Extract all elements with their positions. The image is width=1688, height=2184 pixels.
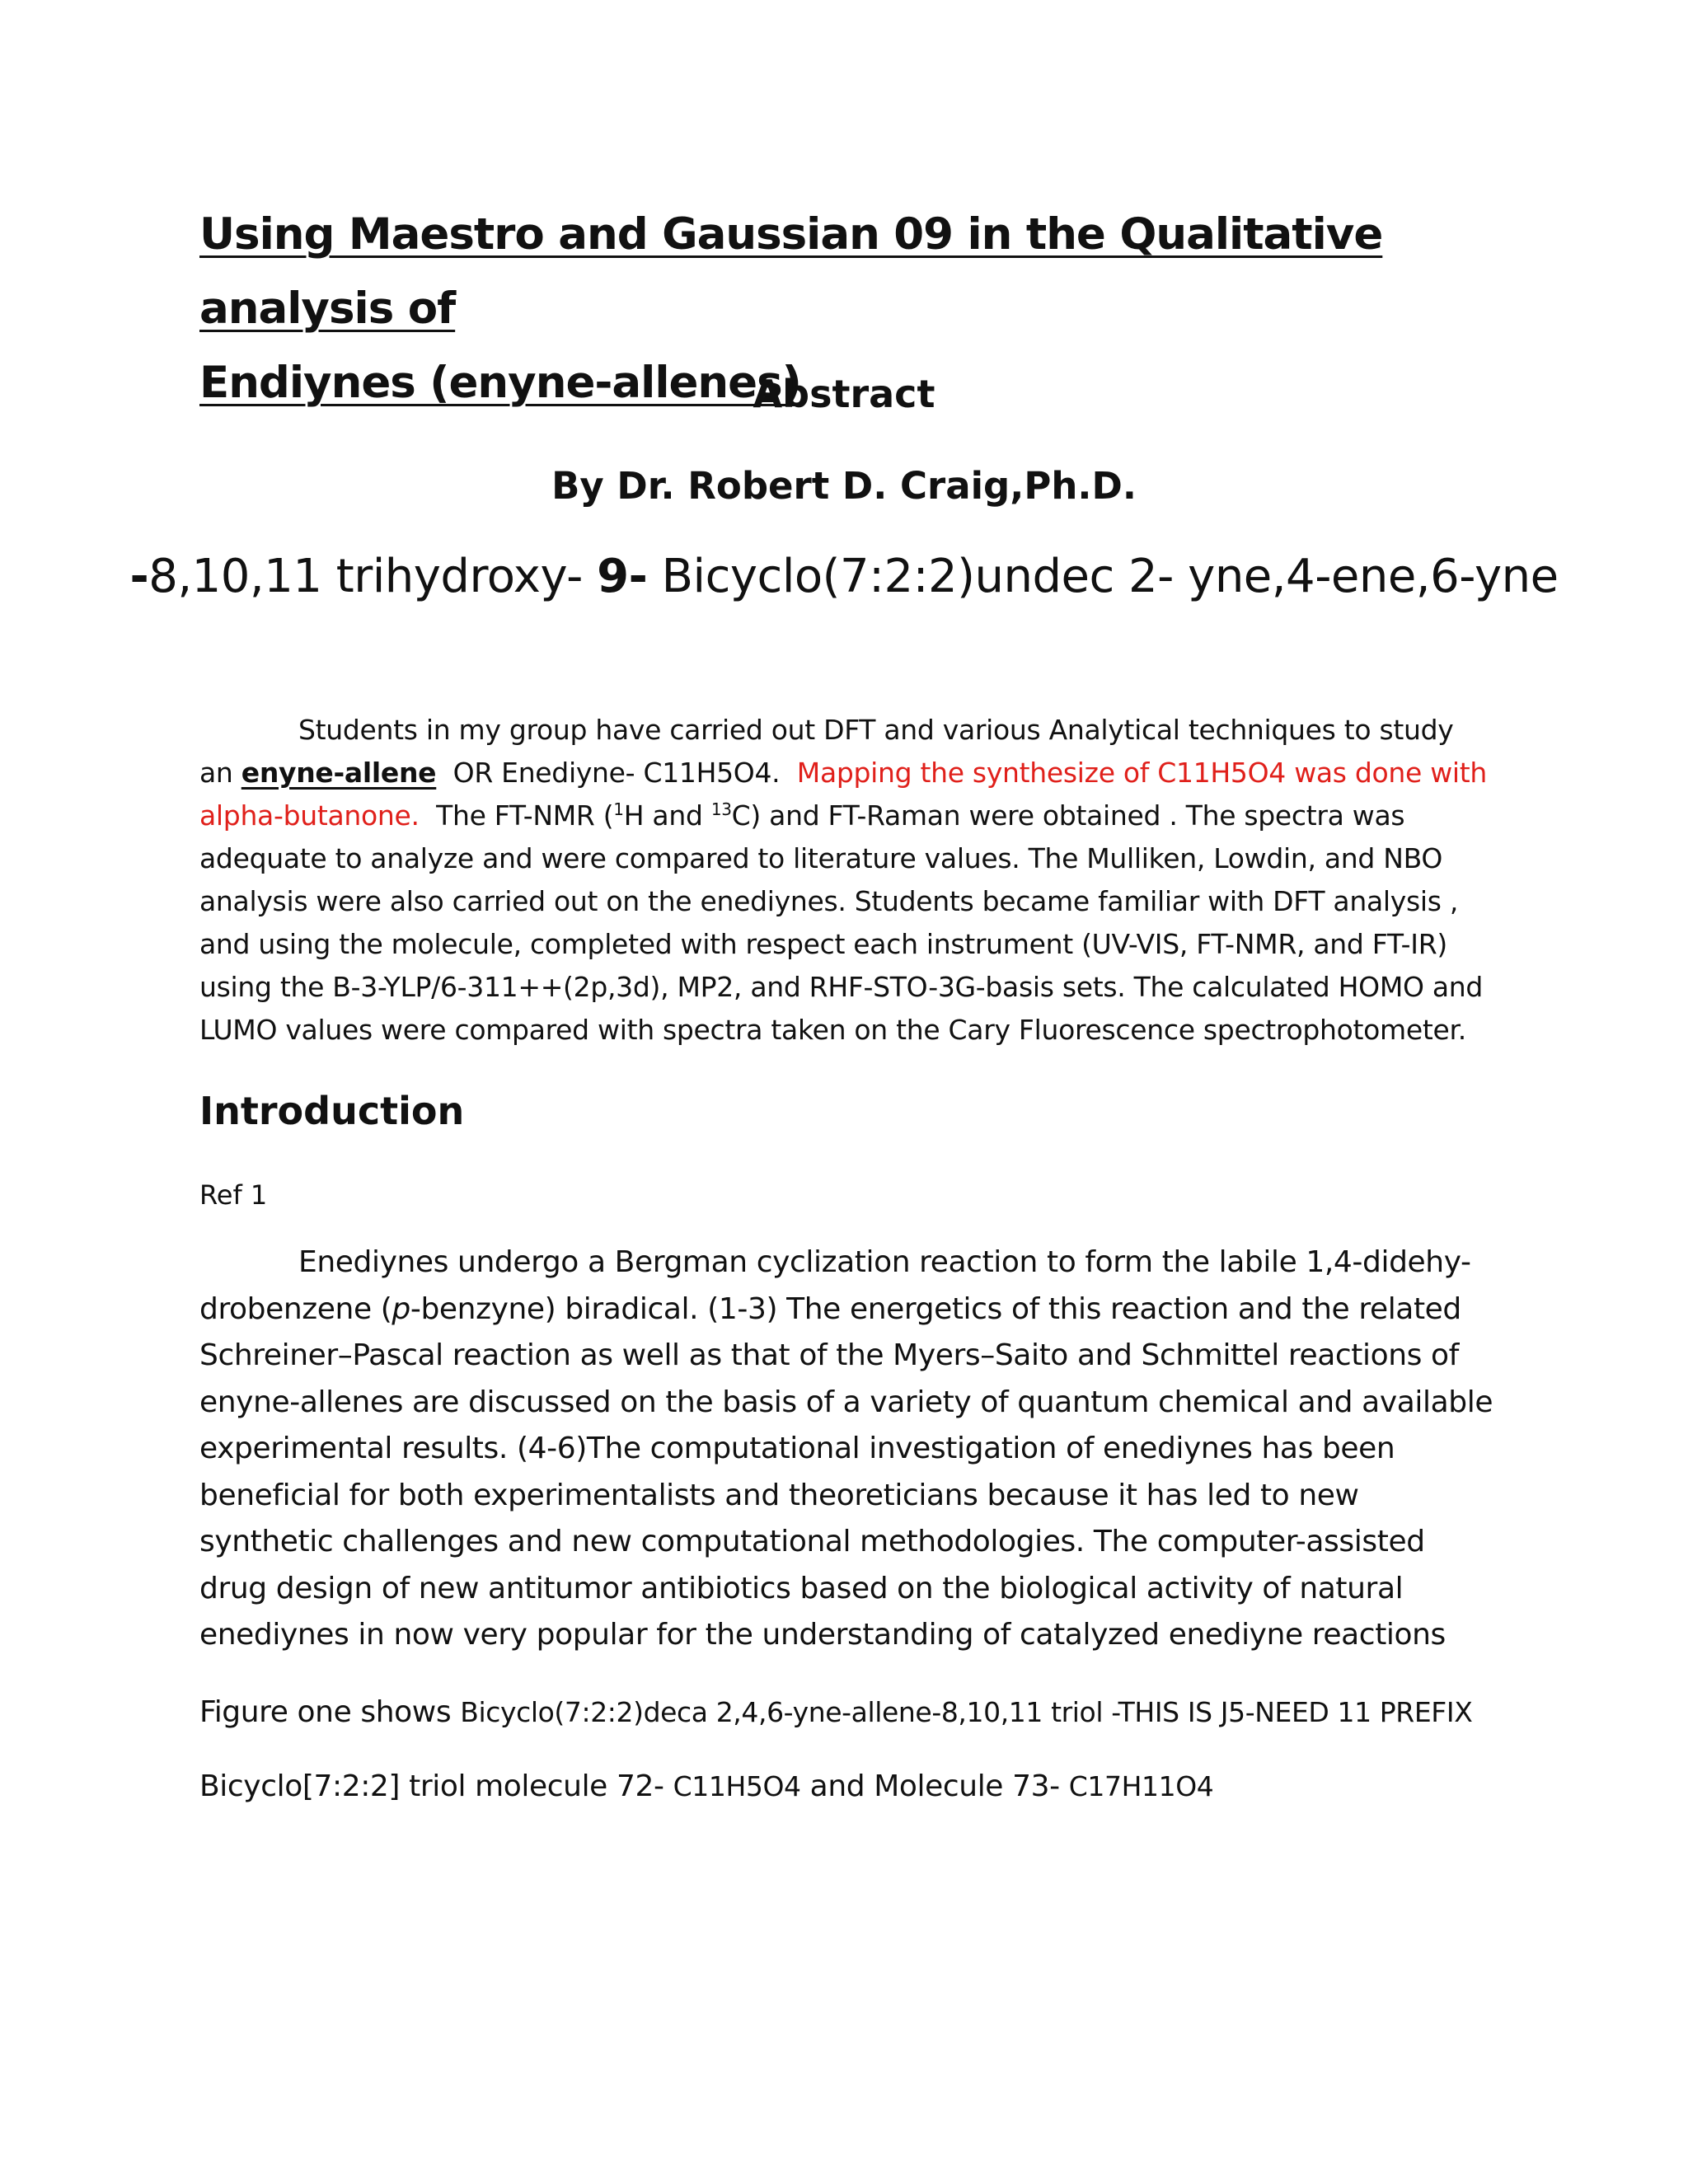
reference-label: Ref 1	[199, 1179, 268, 1211]
intro-text-1: Enediynes undergo a Bergman cyclization reaction to form the labile 1,4-didehy-drobenzene (	[199, 1245, 1471, 1326]
compound-part-2: 8,10,11 trihydroxy-	[148, 550, 598, 603]
figure-caption-line	[199, 1690, 1472, 1736]
molecule-b: molecule 72-	[475, 1769, 673, 1803]
abstract-text-7: C) and FT-Raman were obtained . The spectra was adequate to analyze and were compared to literature values. The Mulliken, Lowdin, and NBO analysis were also carried out on the enediynes. Students became familiar with DFT analysis , and using the molecule, completed with respect each instrument (UV-VIS, FT-NMR, and FT-IR) using the B-3-YLP/6-311++(2p,3d), MP2, and RHF-STO-3G-basis sets. The calculated HOMO and LUMO values were compared with spectra taken on the Cary Fluorescence spectrophotometer.	[199, 799, 1484, 1046]
intro-italic-p: p	[392, 1291, 410, 1326]
abstract-heading: Abstract	[753, 372, 935, 416]
abstract-text-1: Students in my group have carried out DFT and various Analytical techniques to study an	[199, 714, 1454, 789]
abstract-text-6: H and	[623, 799, 711, 832]
introduction-paragraph	[199, 1240, 1498, 1659]
intro-text-2: -benzyne) biradical. (1-3) The energetics of this reaction and the related Schreiner–Pascal reaction as well as that of the Myers–Saito and Schmittel reactions of enyne-allenes are discussed on the basis of a variety of quantum chemical and available experimental results. (4-6)The computational investigation of enediynes has been beneficial for both experimentalists and theoreticians because it has led to new synthetic challenges and new computational methodologies. The computer-assisted drug design of new antitumor antibiotics based on the biological activity of natural enediynes in now very popular for the understanding of catalyzed enediyne reactions	[199, 1291, 1493, 1652]
abstract-keyword: enyne-allene	[241, 757, 437, 789]
superscript-1: 1	[613, 799, 624, 819]
compound-part-4: Bicyclo(7:2:2)undec 2- yne,4-ene,6-yne	[647, 550, 1559, 603]
abstract-text-5: The FT-NMR (	[419, 799, 614, 832]
figure-rest: Bicyclo(7:2:2)deca 2,4,6-yne-allene-8,10,11 triol -THIS IS J5-NEED 11 PREFIX	[460, 1696, 1473, 1728]
compound-locant: 9-	[597, 550, 648, 603]
superscript-13: 13	[710, 799, 732, 819]
title-line-1: Using Maestro and Gaussian 09 in the Qualitative analysis of	[199, 209, 1383, 334]
author-line: By Dr. Robert D. Craig,Ph.D.	[551, 464, 1137, 508]
abstract-text-3: OR Enediyne- C11H5O4.	[436, 757, 797, 789]
introduction-heading: Introduction	[199, 1089, 465, 1133]
molecule-d: and Molecule 73-	[800, 1769, 1069, 1803]
molecule-formula-2: C17H11O4	[1068, 1770, 1214, 1802]
abstract-paragraph	[199, 709, 1493, 1052]
compound-name	[0, 547, 1688, 607]
molecule-formula-1: C11H5O4	[673, 1770, 801, 1802]
title-line-2: Endiynes (enyne-allenes)	[199, 358, 801, 408]
compound-prefix: -	[129, 550, 149, 603]
molecule-line	[199, 1764, 1213, 1810]
figure-lead: Figure one shows	[199, 1695, 461, 1729]
molecule-a: Bicyclo[7:2:2] triol	[199, 1769, 476, 1803]
abstract-red-note: Mapping the synthesize of C11H5O4 was done with alpha-butanone.	[199, 757, 1488, 832]
